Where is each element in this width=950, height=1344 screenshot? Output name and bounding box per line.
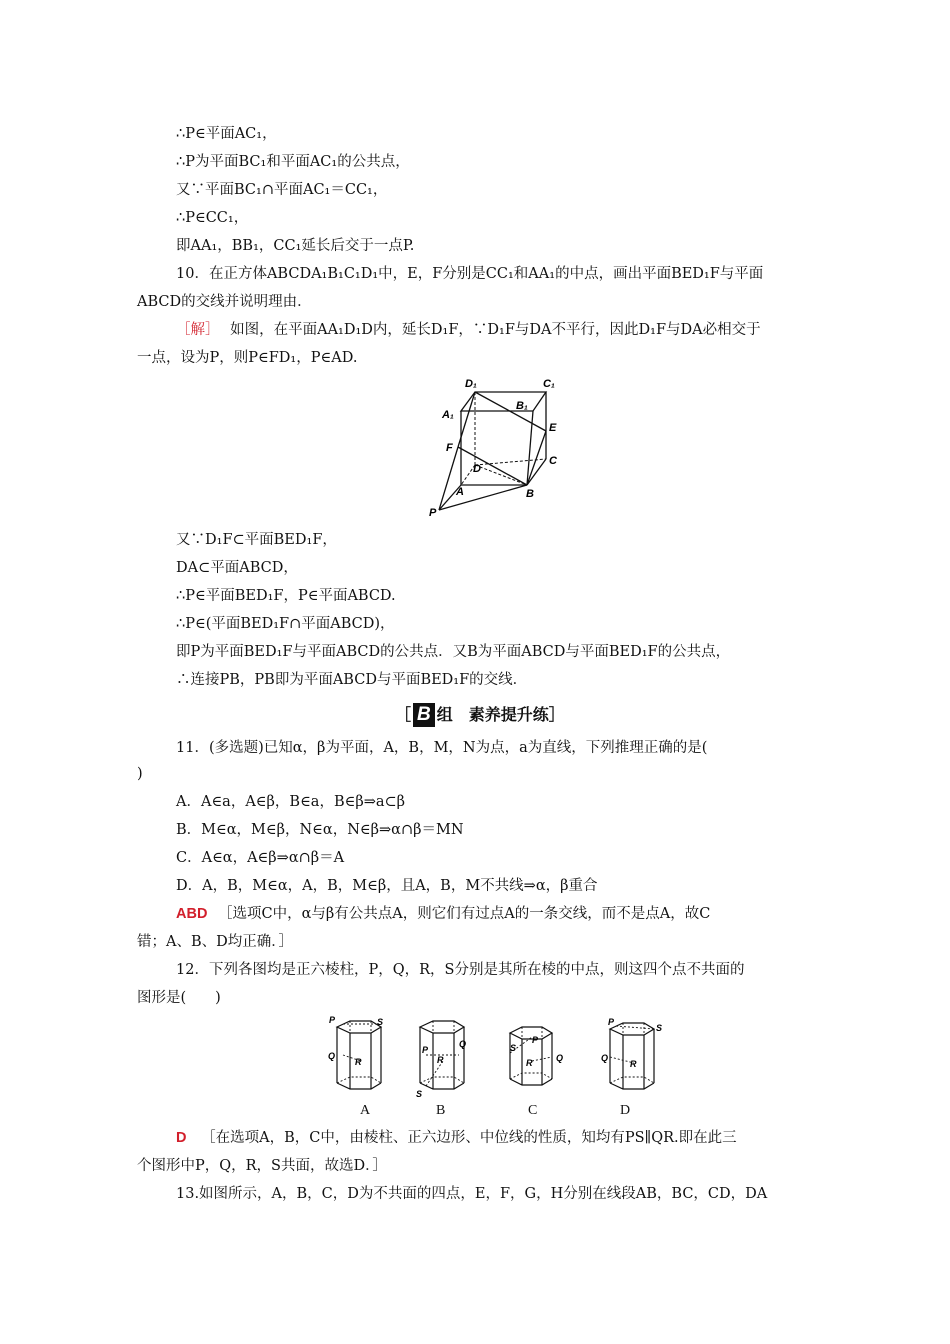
reason-line-3: ∴P∈平面BED₁F，P∈平面ABCD. — [176, 588, 396, 604]
prism-c-label-r: R — [526, 1058, 533, 1068]
proof-line-5: 即AA₁，BB₁，CC₁延长后交于一点P. — [176, 238, 415, 254]
prism-b-label-p: P — [422, 1045, 429, 1055]
question-11-option-c: C．A∈α，A∈β⇒α∩β＝A — [176, 850, 345, 866]
solution-tag: ［解］ — [176, 322, 220, 338]
label-P: P — [429, 507, 437, 519]
prism-d-label-q: Q — [601, 1053, 609, 1063]
option-label-c: C — [528, 1103, 538, 1118]
prism-a-figure — [325, 1015, 395, 1100]
prism-b-label-r: R — [437, 1055, 444, 1065]
answer-12-line-1 — [176, 1128, 737, 1148]
question-11-option-d: D．A，B，M∈α，A，B，M∈β，且A，B，M不共线⇒α，β重合 — [176, 878, 598, 894]
question-12-line-1: 12．下列各图均是正六棱柱，P，Q，R，S分别是其所在棱的中点，则这四个点不共面的 — [176, 962, 745, 978]
question-11-line-2: ) — [137, 766, 143, 782]
question-10-line-1: 10．在正方体ABCDA₁B₁C₁D₁中，E，F分别是CC₁和AA₁的中点，画出平面BED₁F与平面 — [176, 266, 764, 282]
prism-c-label-q: Q — [556, 1053, 564, 1063]
bracket-left: ［ — [395, 707, 412, 724]
prism-d-label-r: R — [630, 1059, 637, 1069]
label-A1: A₁ — [442, 409, 454, 421]
answer-11-explanation: ［选项C中，α与β有公共点A，则它们有过点A的一条交线，而不是点A，故C — [218, 906, 711, 922]
reason-line-5: 即P为平面BED₁F与平面ABCD的公共点．又B为平面ABCD与平面BED₁F的公共点， — [176, 644, 731, 660]
label-B1: B₁ — [516, 400, 528, 412]
prism-a-label-s: S — [377, 1017, 384, 1027]
label-E: E — [549, 422, 557, 434]
prism-c-label-s: S — [510, 1043, 517, 1053]
answer-11-line-2: 错；A、B、D均正确．］ — [137, 934, 294, 950]
label-A: A — [456, 486, 464, 498]
question-11-line-1: 11．(多选题)已知α，β为平面，A，B，M，N为点，a为直线，下列推理正确的是( — [176, 740, 708, 756]
question-11-option-b: B．M∈α，M∈β，N∈α，N∈β⇒α∩β＝MN — [176, 822, 464, 838]
answer-11: ABD — [176, 906, 208, 922]
proof-line-2: ∴P为平面BC₁和平面AC₁的公共点， — [176, 154, 410, 170]
question-10-line-2: ABCD的交线并说明理由． — [137, 294, 312, 310]
prism-d-label-s: S — [656, 1023, 663, 1033]
proof-line-1: ∴P∈平面AC₁， — [176, 126, 277, 142]
label-B: B — [526, 488, 534, 500]
option-label-b: B — [436, 1103, 446, 1118]
section-letter: B — [413, 703, 435, 727]
proof-line-3: 又∵平面BC₁∩平面AC₁＝CC₁， — [176, 182, 388, 198]
proof-line-4: ∴P∈CC₁， — [176, 210, 249, 226]
prism-d-figure — [598, 1015, 673, 1100]
label-D: D — [473, 463, 481, 475]
label-C: C — [549, 455, 557, 467]
label-D1: D₁ — [465, 378, 477, 390]
answer-12-line-2: 个图形中P，Q，R，S共面，故选D．］ — [137, 1158, 387, 1174]
answer-11-line-1 — [176, 904, 710, 924]
label-C1: C₁ — [543, 378, 555, 390]
prism-c-label-p: P — [532, 1035, 539, 1045]
prism-b-label-q: Q — [459, 1039, 467, 1049]
option-label-d: D — [620, 1103, 631, 1118]
question-12-line-2: 图形是( ) — [137, 990, 221, 1006]
option-label-a: A — [360, 1103, 371, 1118]
reason-line-4: ∴P∈(平面BED₁F∩平面ABCD)， — [176, 616, 395, 632]
question-13-line-1: 13.如图所示，A，B，C，D为不共面的四点，E，F，G，H分别在线段AB，BC，CD，DA — [176, 1186, 768, 1202]
reason-line-1: 又∵D₁F⊂平面BED₁F， — [176, 532, 337, 548]
reason-line-2: DA⊂平面ABCD， — [176, 560, 298, 576]
reason-line-6: ∴连接PB，PB即为平面ABCD与平面BED₁F的交线． — [176, 672, 528, 688]
section-header — [395, 703, 565, 729]
question-11-option-a: A．A∈a，A∈β，B∈a，B∈β⇒a⊂β — [176, 794, 406, 810]
answer-12: D — [176, 1130, 187, 1146]
prism-a-label-q: Q — [328, 1051, 336, 1061]
prism-b-label-s: S — [416, 1089, 423, 1099]
answer-12-explanation: ［在选项A，B，C中，由棱柱、正六边形、中位线的性质，知均有PS∥QR.即在此三 — [201, 1130, 737, 1146]
prism-a-label-p: P — [329, 1015, 336, 1025]
bracket-right: ］ — [548, 707, 565, 724]
cube-figure — [425, 375, 565, 520]
prism-d-label-p: P — [608, 1017, 615, 1027]
solution-10-line-2: 一点，设为P，则P∈FD₁，P∈AD. — [137, 350, 358, 366]
prism-a-label-r: R — [355, 1057, 362, 1067]
label-F: F — [446, 442, 453, 454]
solution-10-line-1 — [176, 320, 761, 340]
prism-c-figure — [500, 1015, 575, 1100]
prism-b-figure — [410, 1015, 480, 1100]
solution-10-text: 如图，在平面AA₁D₁D内，延长D₁F，∵D₁F与DA不平行，因此D₁F与DA必相交于 — [230, 322, 761, 338]
section-title: 组 素养提升练 — [436, 707, 549, 724]
